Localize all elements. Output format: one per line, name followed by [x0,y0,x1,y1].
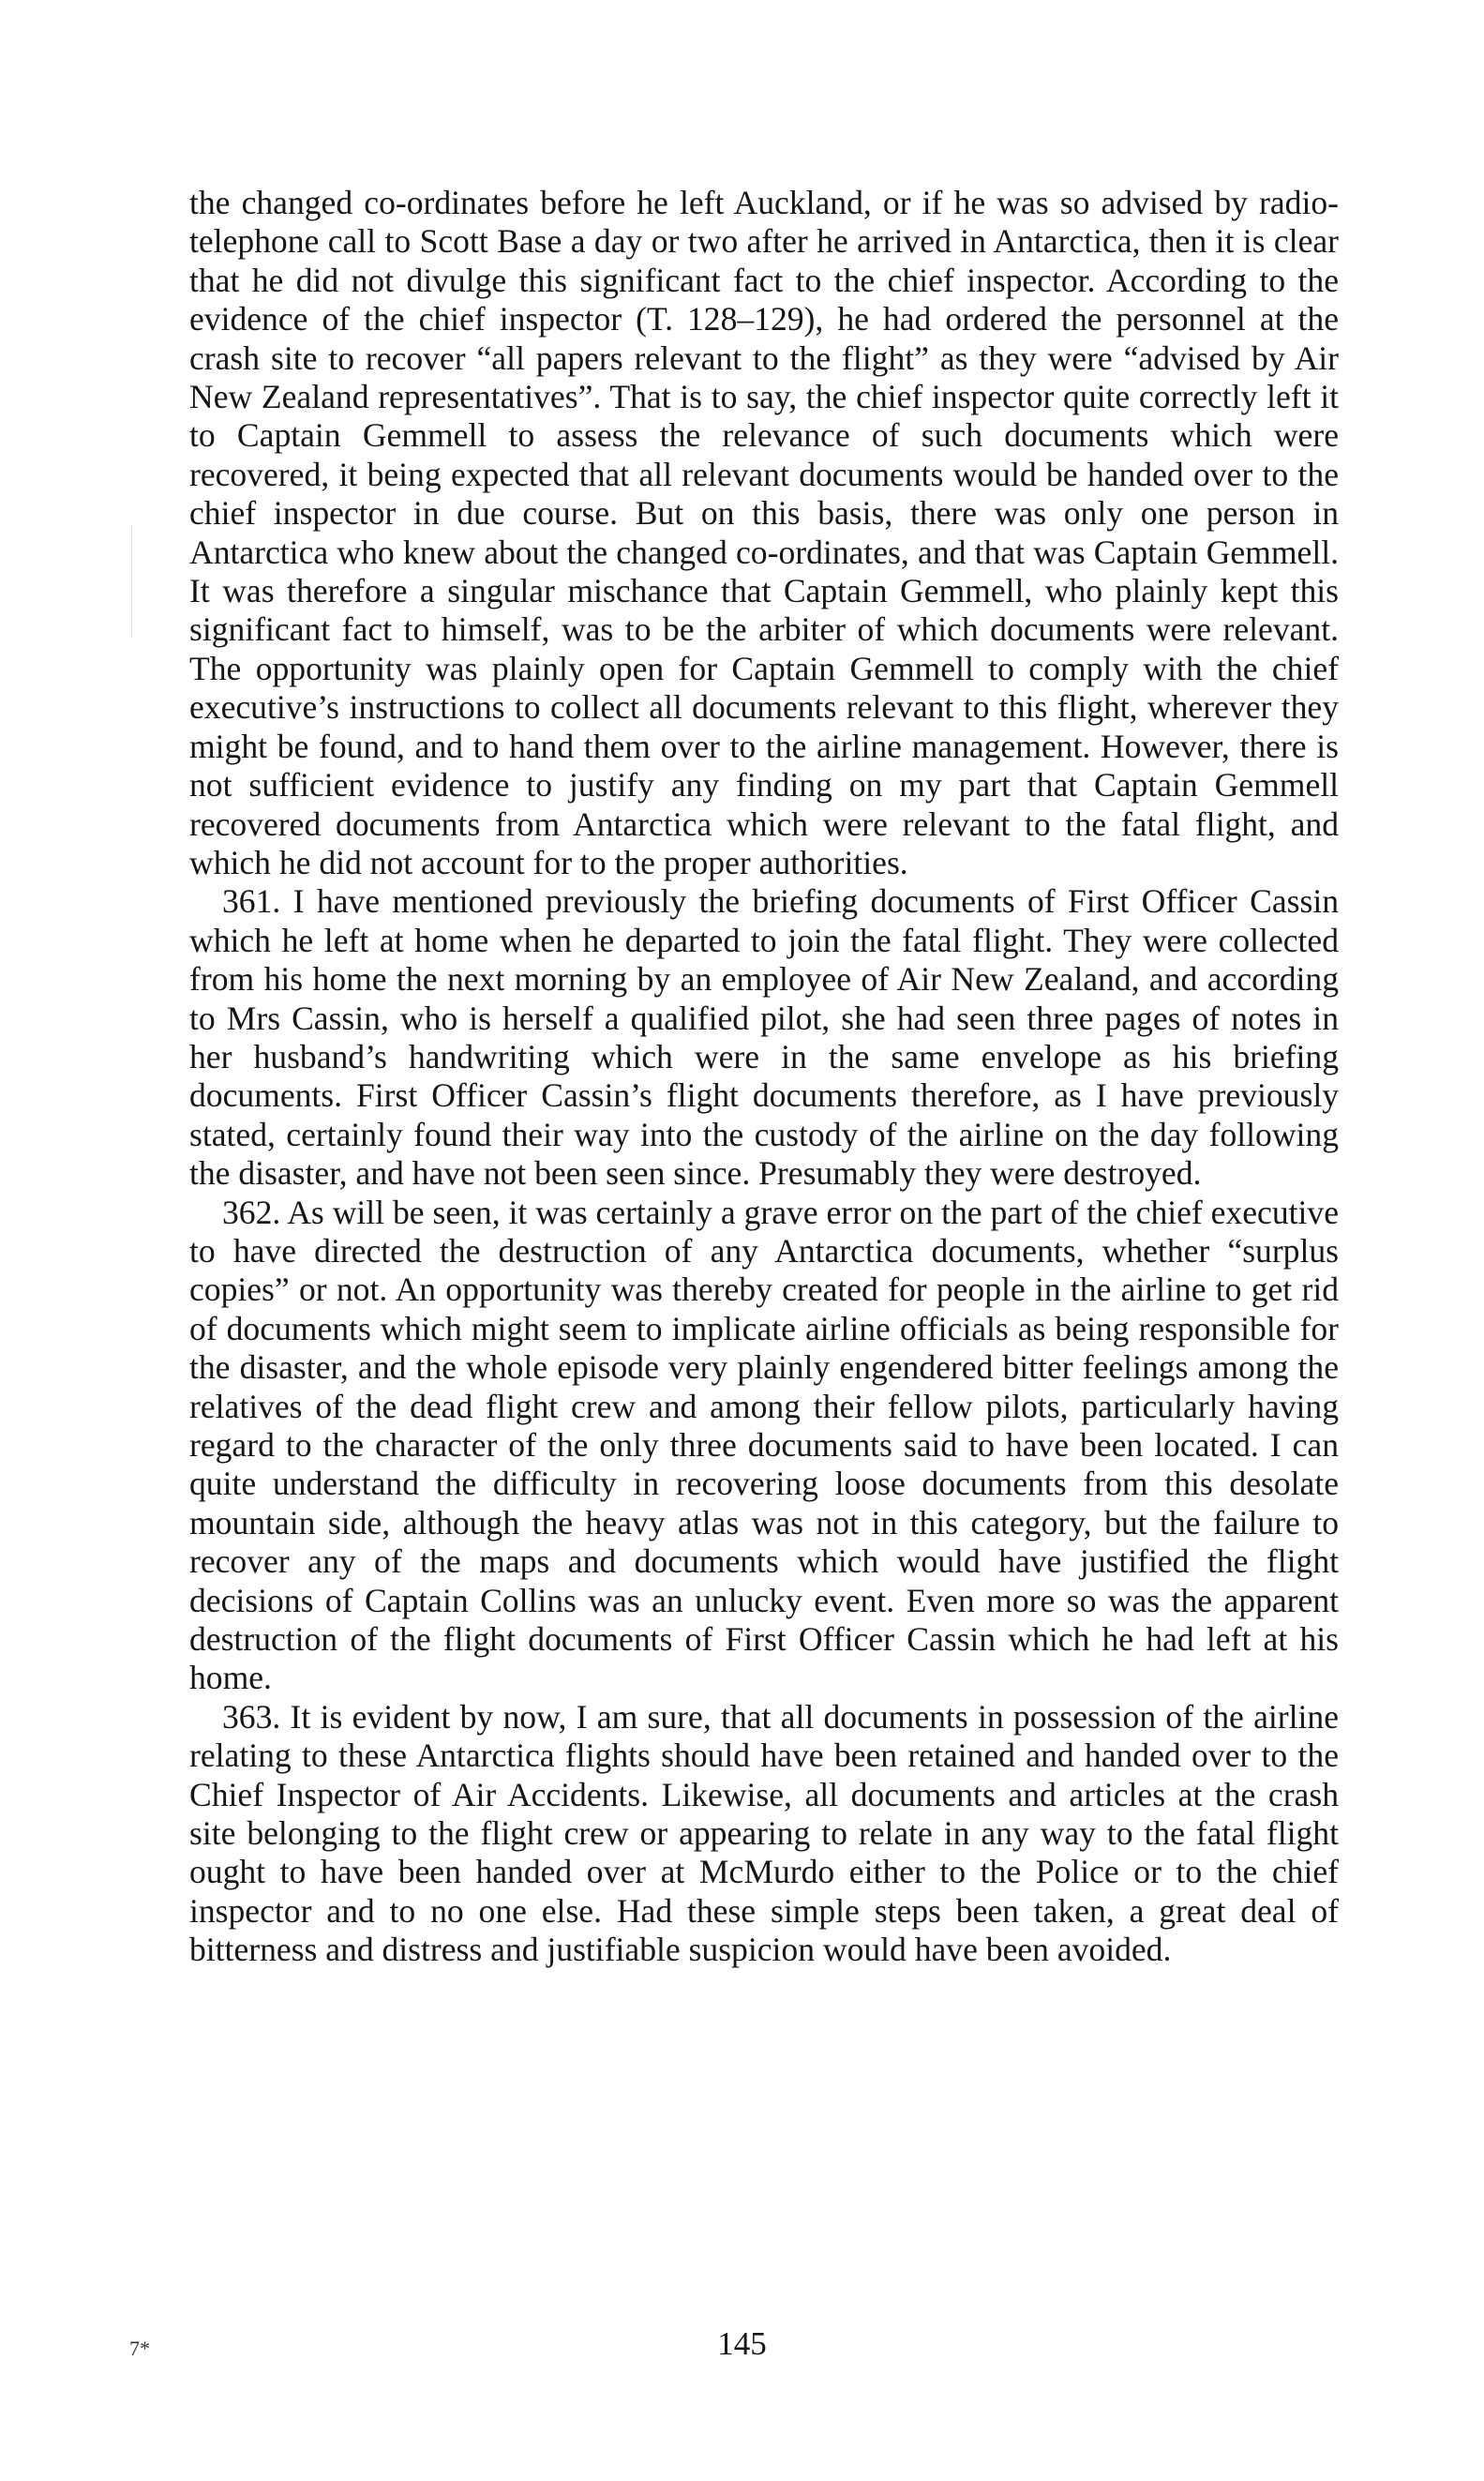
paragraph-continued: the changed co-ordinates before he left Auckland, or if he was so advised by radio-telephone call to Scott Base a day or two after he arrived in Antarctica, then it is clear that he did not divulge this significant fact to the chief inspector. According to the evidence of the chief inspector (T. 128–129), he had ordered the personnel at the crash site to recover “all papers relevant to the flight” as they were “advised by Air New Zealand representatives”. That is to say, the chief inspector quite correctly left it to Captain Gemmell to assess the relevance of such documents which were recovered, it being expected that all relevant documents would be handed over to the chief inspector in due course. But on this basis, there was only one person in Antarctica who knew about the changed co-ordinates, and that was Captain Gemmell. It was therefore a singular mischance that Captain Gemmell, who plainly kept this significant fact to himself, was to be the arbiter of which documents were relevant. The opportunity was plainly open for Captain Gemmell to comply with the chief executive’s instructions to collect all documents relevant to this flight, wherever they might be found, and to hand them over to the airline management. However, there is not sufficient evidence to justify any finding on my part that Captain Gemmell recovered documents from Antarctica which were relevant to the fatal flight, and which he did not account for to the proper authorities. [189,184,1339,881]
page-number: 145 [717,2325,767,2362]
paragraph-362: 362. As will be seen, it was certainly a grave error on the part of the chief executive to have directed the destruction of any Antarctica documents, whether “surplus copies” or not. An opportunity was thereby created for people in the airline to get rid of documents which might seem to implicate airline officials as being responsible for the disaster, and the whole episode very plainly engendered bitter feelings among the relatives of the dead flight crew and among their fellow pilots, particularly having regard to the character of the only three documents said to have been located. I can quite understand the difficulty in recovering loose documents from this desolate mountain side, although the heavy atlas was not in this category, but the failure to recover any of the maps and documents which would have justified the flight decisions of Captain Collins was an unlucky event. Even more so was the apparent destruction of the flight documents of First Officer Cassin which he had left at his home. [189,1193,1339,1697]
paragraph-361: 361. I have mentioned previously the briefing documents of First Officer Cassin which he left at home when he departed to join the fatal flight. They were collected from his home the next morning by an employee of Air New Zealand, and according to Mrs Cassin, who is herself a qualified pilot, she had seen three pages of notes in her husband’s handwriting which were in the same envelope as his briefing documents. First Officer Cassin’s flight documents therefore, as I have previously stated, certainly found their way into the custody of the airline on the day following the disaster, and have not been seen since. Presumably they were destroyed. [189,882,1339,1193]
body-text [189,184,1339,1970]
paragraph-363: 363. It is evident by now, I am sure, that all documents in possession of the airline relating to these Antarctica flights should have been retained and handed over to the Chief Inspector of Air Accidents. Likewise, all documents and articles at the crash site belonging to the flight crew or appearing to relate in any way to the fatal flight ought to have been handed over at McMurdo either to the Police or to the chief inspector and to no one else. Had these simple steps been taken, a great deal of bitterness and distress and justifiable suspicion would have been avoided. [189,1697,1339,1969]
scan-margin-mark [131,525,132,638]
signature-mark: 7* [129,2337,150,2360]
